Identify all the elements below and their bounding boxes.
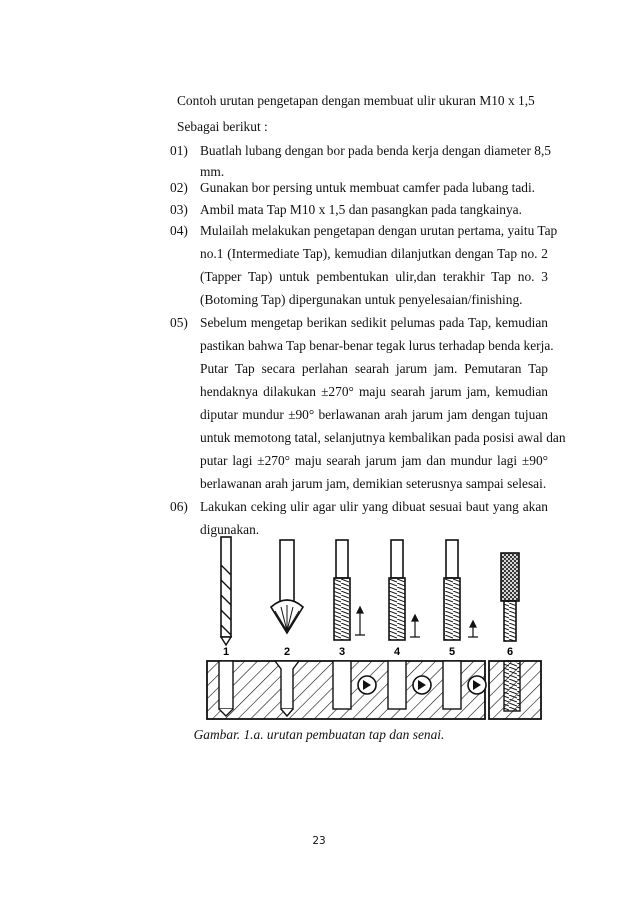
step-06-line-2: digunakan. bbox=[200, 522, 260, 537]
thread-check-bolt-icon bbox=[501, 553, 519, 641]
intro-line-2: Sebagai berikut : bbox=[177, 119, 268, 134]
step-number-03: 03) bbox=[170, 202, 188, 217]
step-04-line-1: Mulailah melakukan pengetapan dengan urutan pertama, yaitu Tap bbox=[200, 223, 558, 238]
bottoming-tap-icon bbox=[444, 540, 478, 640]
tool-label-6: 6 bbox=[506, 646, 514, 658]
tapping-sequence-figure bbox=[205, 535, 545, 721]
tool-label-4: 4 bbox=[393, 646, 401, 658]
tool-label-1: 1 bbox=[222, 646, 230, 658]
step-02-line-1: Gunakan bor persing untuk membuat camfer pada lubang tadi. bbox=[200, 180, 536, 195]
step-04-line-3: (Tapper Tap) untuk pembentukan ulir,dan terakhir Tap no. 3 bbox=[200, 269, 548, 284]
drill-bit-icon bbox=[221, 537, 231, 645]
figure-caption: Gambar. 1.a. urutan pembuatan tap dan senai. bbox=[193, 727, 445, 742]
step-01-line-1: Buatlah lubang dengan bor pada benda kerja dengan diameter 8,5 bbox=[200, 143, 552, 158]
step-number-06: 06) bbox=[170, 499, 188, 514]
workpiece-section-icon bbox=[207, 661, 541, 719]
step-05-line-6: untuk memotong tatal, selanjutnya kembalikan pada posisi awal dan bbox=[200, 430, 566, 445]
step-05-line-4: hendaknya dilakukan ±270° maju searah jarum jam, kemudian bbox=[200, 384, 548, 399]
step-number-04: 04) bbox=[170, 223, 188, 238]
intro-line-1: Contoh urutan pengetapan dengan membuat ulir ukuran M10 x 1,5 bbox=[177, 93, 535, 108]
tool-label-5: 5 bbox=[448, 646, 456, 658]
step-05-line-2: pastikan bahwa Tap benar-benar tegak lurus terhadap benda kerja. bbox=[200, 338, 554, 353]
step-03-line-1: Ambil mata Tap M10 x 1,5 dan pasangkan pada tangkainya. bbox=[200, 202, 522, 217]
taper-tap-icon bbox=[389, 540, 420, 640]
step-05-line-1: Sebelum mengetap berikan sedikit pelumas pada Tap, kemudian bbox=[200, 315, 548, 330]
step-number-01: 01) bbox=[170, 143, 188, 158]
step-number-02: 02) bbox=[170, 180, 188, 195]
step-05-line-8: berlawanan arah jarum jam, demikian seterusnya sampai selesai. bbox=[200, 476, 547, 491]
step-04-line-2: no.1 (Intermediate Tap), kemudian dilanjutkan dengan Tap no. 2 bbox=[200, 246, 548, 261]
tool-label-3: 3 bbox=[338, 646, 346, 658]
page-number: 23 bbox=[312, 835, 326, 847]
step-05-line-5: diputar mundur ±90° berlawanan arah jarum jam dengan tujuan bbox=[200, 407, 548, 422]
countersink-bit-icon bbox=[271, 540, 303, 633]
step-06-line-1: Lakukan ceking ulir agar ulir yang dibuat sesuai baut yang akan bbox=[200, 499, 548, 514]
step-05-line-7: putar lagi ±270° maju searah jarum jam dan mundur lagi ±90° bbox=[200, 453, 548, 468]
tool-label-2: 2 bbox=[283, 646, 291, 658]
step-number-05: 05) bbox=[170, 315, 188, 330]
step-05-line-3: Putar Tap secara perlahan searah jarum jam. Pemutaran Tap bbox=[200, 361, 548, 376]
step-04-line-4: (Botoming Tap) dipergunakan untuk penyelesaian/finishing. bbox=[200, 292, 523, 307]
step-01-line-2: mm. bbox=[200, 164, 225, 179]
intermediate-tap-icon bbox=[334, 540, 365, 640]
